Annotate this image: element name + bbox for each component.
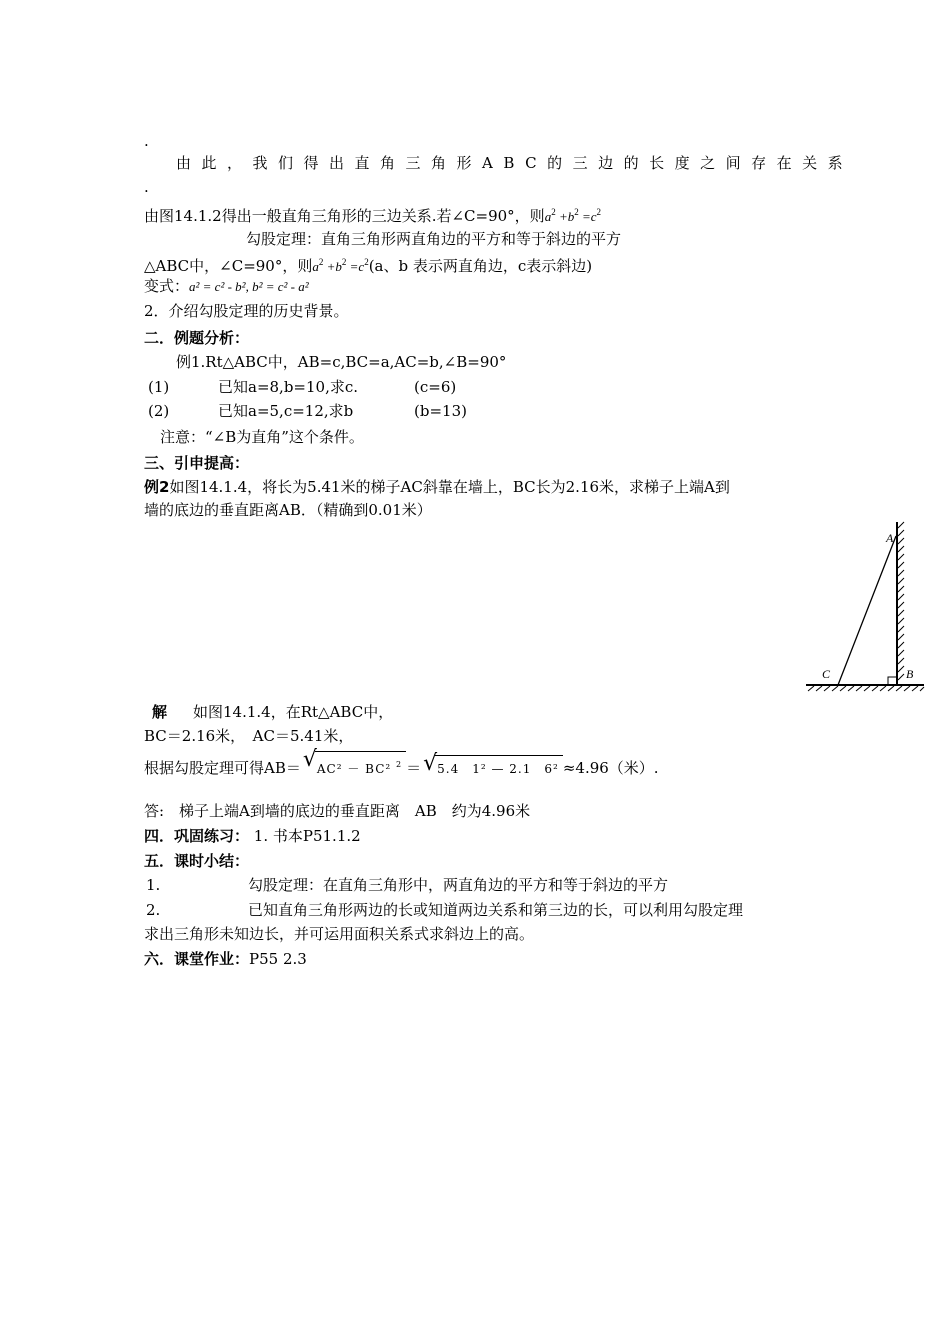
section-5-heading: 五．课时小结： — [144, 852, 250, 870]
label-c: C — [822, 667, 831, 681]
section-6: 六．课堂作业：P55 2.3 — [144, 950, 307, 968]
attention-note: 注意：“∠B为直角”这个条件。 — [160, 428, 364, 446]
theorem-formula: $a^2 +b^2 =c^2$ — [312, 257, 369, 274]
label-a: A — [886, 531, 894, 545]
theorem-statement: 勾股定理：直角三角形两直角边的平方和等于斜边的平方 — [246, 230, 622, 248]
dot-line-2: . — [144, 178, 149, 196]
sqrt-expression-1: √ AC² － BC² $^2$ — [303, 751, 406, 780]
ground-hatching — [808, 686, 924, 691]
theorem-triangle-line — [144, 251, 592, 278]
relation-sentence: 由此，我们得出直角三角形ABC的三边的长度之间存在关系 — [176, 154, 854, 172]
theorem-condition: △ABC中，∠C=90°，则 — [144, 257, 313, 275]
theorem-legend: (a、b 表示两直角边，c表示斜边) — [368, 257, 593, 275]
general-relation-text: 由图14.1.2得出一般直角三角形的三边关系.若∠C=90°，则 — [144, 207, 545, 225]
right-angle-mark — [888, 677, 896, 685]
general-relation-line — [144, 201, 601, 228]
section-2-heading: 二．例题分析： — [144, 329, 250, 347]
section-4: 四．巩固练习： 1. 书本P51.1.2 — [144, 827, 361, 845]
history-item: 2．介绍勾股定理的历史背景。 — [144, 302, 349, 320]
solution-line-3: 根据勾股定理可得AB＝ √ AC² － BC² $^2$ ＝ √ 5.4 1² — 2.1 6² ≈4.96（米）. — [144, 751, 659, 780]
solution-line-2: BC＝2.16米， AC＝5.41米， — [144, 727, 354, 745]
ladder-figure — [800, 520, 930, 696]
section-6-heading: 六．课堂作业： — [144, 950, 250, 968]
wall-hatching — [898, 522, 904, 680]
solution-line-1: 解 如图14.1.4，在Rt△ABC中， — [152, 703, 394, 721]
dot-line-1: . — [144, 132, 149, 150]
ladder-line — [838, 536, 896, 685]
variant-label: 变式： — [144, 277, 190, 295]
variant-line — [144, 275, 309, 298]
example-1: 例1.Rt△ABC中，AB=c,BC=a,AC=b,∠B=90° — [176, 353, 507, 371]
solution-label: 解 — [152, 703, 168, 721]
section-3-heading: 三、引申提高： — [144, 454, 250, 472]
section-4-heading: 四．巩固练习： — [144, 827, 250, 845]
pythagoras-formula: $a^2 +b^2 =c^2$ — [544, 207, 602, 224]
label-b: B — [906, 667, 914, 681]
example-2-label: 例2 — [144, 478, 170, 496]
example-2-line-2: 墙的底边的垂直距离AB．（精确到0.01米） — [144, 501, 432, 519]
sqrt-expression-2: √ 5.4 1² — 2.1 6² — [423, 755, 563, 780]
answer-line: 答: 梯子上端A到墙的底边的垂直距离 AB 约为4.96米 — [144, 802, 531, 820]
example-2-line-1: 例2如图14.1.4，将长为5.41米的梯子AC斜靠在墙上，BC长为2.16米，求梯子上端A到 — [144, 478, 730, 496]
summary-2-continued: 求出三角形未知边长，并可运用面积关系式求斜边上的高。 — [144, 925, 535, 943]
variant-formula: a² = c² - b², b² = c² - a² — [189, 279, 309, 294]
